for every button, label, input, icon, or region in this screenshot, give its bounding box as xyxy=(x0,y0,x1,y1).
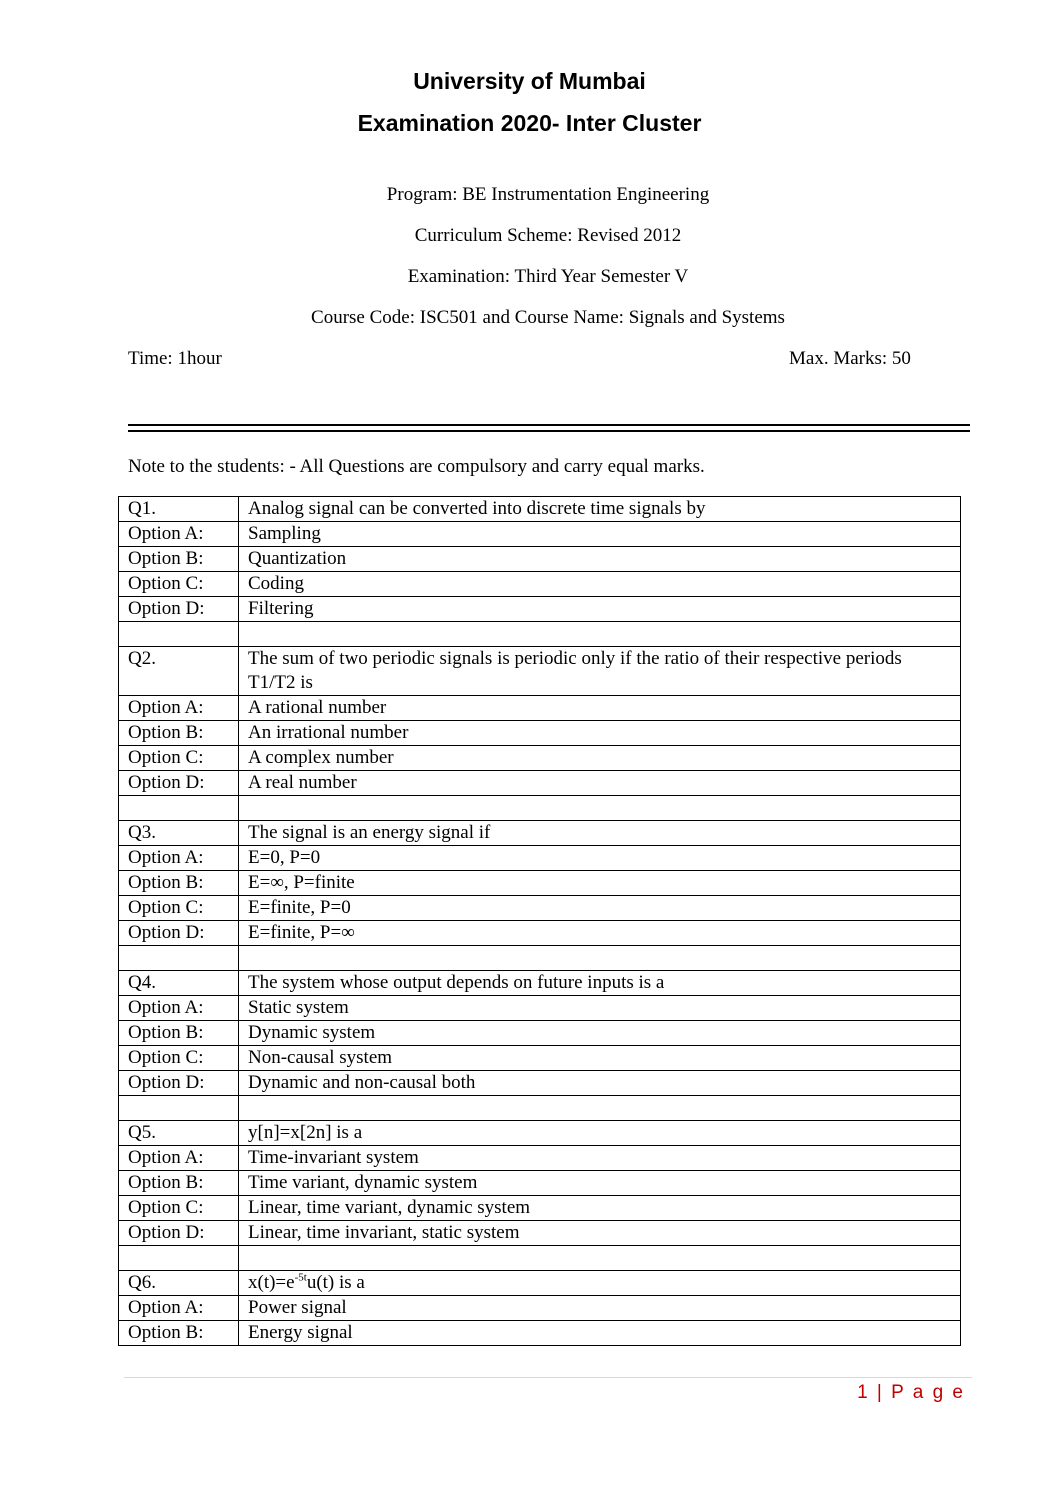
program-line: Program: BE Instrumentation Engineering xyxy=(386,184,710,205)
question-text: The system whose output depends on future inputs is a xyxy=(239,971,961,996)
option-label: Option B: xyxy=(119,547,239,572)
option-text: Time variant, dynamic system xyxy=(239,1171,961,1196)
option-label: Option A: xyxy=(119,1146,239,1171)
option-text: Static system xyxy=(239,996,961,1021)
question-row xyxy=(119,1271,961,1296)
option-row xyxy=(119,771,961,796)
scheme-line: Curriculum Scheme: Revised 2012 xyxy=(414,225,682,246)
option-label: Option A: xyxy=(119,846,239,871)
option-row xyxy=(119,871,961,896)
option-label: Option D: xyxy=(119,597,239,622)
divider-line xyxy=(128,424,970,426)
option-label: Option D: xyxy=(119,1221,239,1246)
option-label: Option A: xyxy=(119,1296,239,1321)
option-text: E=finite, P=∞ xyxy=(239,921,961,946)
blank-row xyxy=(119,622,961,647)
option-row xyxy=(119,1146,961,1171)
option-row xyxy=(119,1171,961,1196)
option-text: A rational number xyxy=(239,696,961,721)
option-label: Option A: xyxy=(119,522,239,547)
option-row xyxy=(119,921,961,946)
option-label: Option C: xyxy=(119,896,239,921)
option-text: E=∞, P=finite xyxy=(239,871,961,896)
option-text: Dynamic system xyxy=(239,1021,961,1046)
course-line: Course Code: ISC501 and Course Name: Signals and Systems xyxy=(311,307,785,328)
option-row xyxy=(119,1196,961,1221)
question-label: Q1. xyxy=(119,497,239,522)
exam-title: Examination 2020- Inter Cluster xyxy=(357,110,702,136)
examination-line: Examination: Third Year Semester V xyxy=(407,266,689,287)
option-text: Quantization xyxy=(239,547,961,572)
option-text: A real number xyxy=(239,771,961,796)
question-row xyxy=(119,647,961,696)
blank-row xyxy=(119,946,961,971)
option-label: Option B: xyxy=(119,721,239,746)
option-row xyxy=(119,721,961,746)
question-label: Q6. xyxy=(119,1271,239,1296)
blank-row xyxy=(119,1246,961,1271)
question-text: Analog signal can be converted into discrete time signals by xyxy=(239,497,961,522)
option-row xyxy=(119,1296,961,1321)
option-text: Filtering xyxy=(239,597,961,622)
option-row xyxy=(119,572,961,597)
option-label: Option C: xyxy=(119,572,239,597)
option-text: An irrational number xyxy=(239,721,961,746)
blank-row xyxy=(119,796,961,821)
question-label: Q4. xyxy=(119,971,239,996)
option-label: Option A: xyxy=(119,996,239,1021)
option-label: Option D: xyxy=(119,1071,239,1096)
option-row xyxy=(119,1071,961,1096)
divider-line xyxy=(128,430,970,432)
question-label: Q3. xyxy=(119,821,239,846)
question-text xyxy=(239,1271,961,1296)
option-label: Option C: xyxy=(119,1046,239,1071)
formula-suffix: u(t) is a xyxy=(306,1272,365,1293)
question-text: The signal is an energy signal if xyxy=(239,821,961,846)
question-label: Q2. xyxy=(119,647,239,696)
option-label: Option D: xyxy=(119,921,239,946)
question-row xyxy=(119,497,961,522)
max-marks-label: Max. Marks: 50 xyxy=(789,348,911,369)
option-text: Linear, time variant, dynamic system xyxy=(239,1196,961,1221)
option-row xyxy=(119,696,961,721)
blank-row xyxy=(119,1096,961,1121)
question-text: The sum of two periodic signals is periodic only if the ratio of their respective periods T1/T2 is xyxy=(239,647,961,696)
option-text: Energy signal xyxy=(239,1321,961,1346)
formula-exponent: -5t xyxy=(294,1271,307,1284)
option-text: A complex number xyxy=(239,746,961,771)
option-label: Option C: xyxy=(119,746,239,771)
option-row xyxy=(119,846,961,871)
option-text: Coding xyxy=(239,572,961,597)
option-label: Option B: xyxy=(119,1021,239,1046)
questions-table xyxy=(118,496,961,1346)
option-label: Option B: xyxy=(119,1321,239,1346)
footer-divider xyxy=(124,1377,972,1378)
question-row xyxy=(119,821,961,846)
option-row xyxy=(119,746,961,771)
option-row xyxy=(119,996,961,1021)
option-label: Option D: xyxy=(119,771,239,796)
option-text: E=0, P=0 xyxy=(239,846,961,871)
option-label: Option B: xyxy=(119,1171,239,1196)
option-row xyxy=(119,1221,961,1246)
question-row xyxy=(119,1121,961,1146)
formula-prefix: x(t)=e xyxy=(248,1272,295,1293)
option-text: Power signal xyxy=(239,1296,961,1321)
students-note: Note to the students: - All Questions are compulsory and carry equal marks. xyxy=(128,456,705,477)
option-row xyxy=(119,1021,961,1046)
option-row xyxy=(119,1321,961,1346)
option-label: Option A: xyxy=(119,696,239,721)
time-label: Time: 1hour xyxy=(128,348,222,369)
option-text: E=finite, P=0 xyxy=(239,896,961,921)
option-row xyxy=(119,547,961,572)
option-row xyxy=(119,896,961,921)
option-text: Dynamic and non-causal both xyxy=(239,1071,961,1096)
option-text: Time-invariant system xyxy=(239,1146,961,1171)
option-row xyxy=(119,597,961,622)
option-text: Non-causal system xyxy=(239,1046,961,1071)
question-text: y[n]=x[2n] is a xyxy=(239,1121,961,1146)
option-text: Sampling xyxy=(239,522,961,547)
option-text: Linear, time invariant, static system xyxy=(239,1221,961,1246)
question-label: Q5. xyxy=(119,1121,239,1146)
page-number: 1 | P a g e xyxy=(857,1382,965,1403)
university-title: University of Mumbai xyxy=(413,68,646,94)
question-row xyxy=(119,971,961,996)
option-row xyxy=(119,522,961,547)
option-label: Option B: xyxy=(119,871,239,896)
option-label: Option C: xyxy=(119,1196,239,1221)
option-row xyxy=(119,1046,961,1071)
